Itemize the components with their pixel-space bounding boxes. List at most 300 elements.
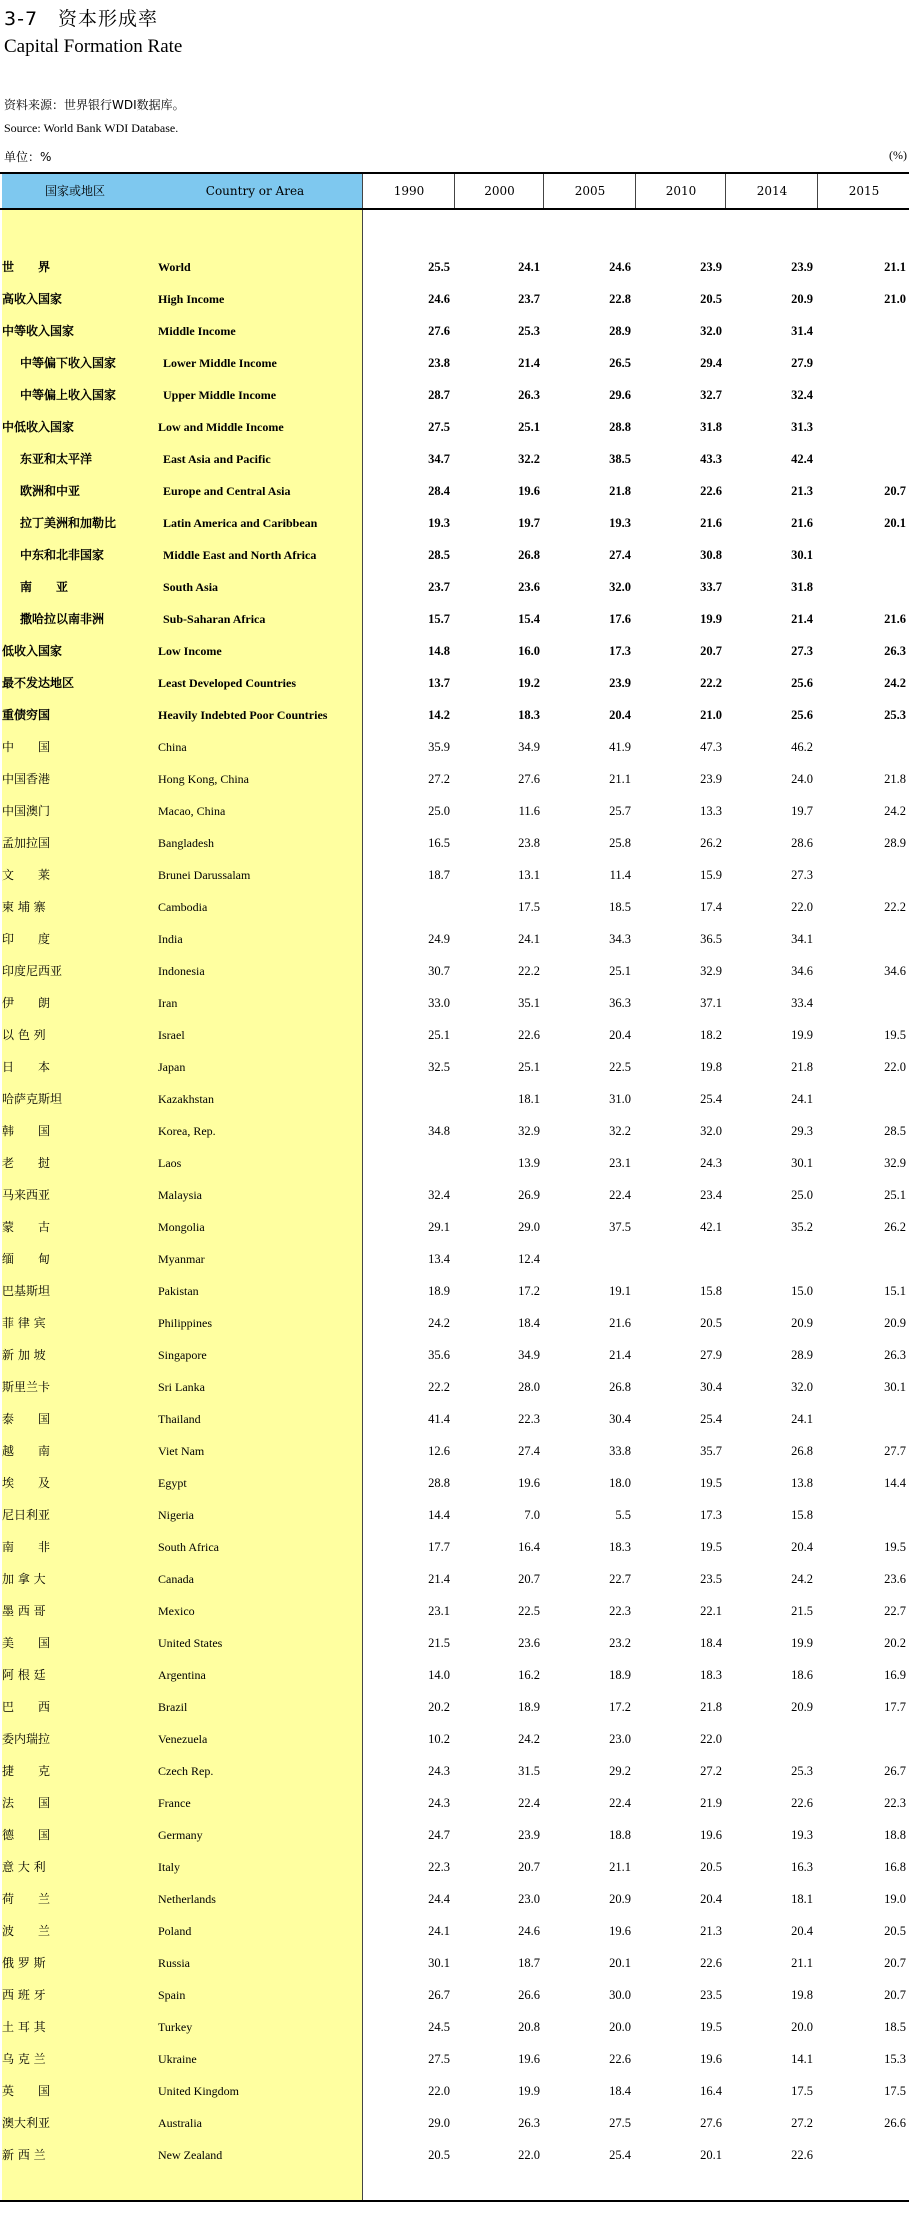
rate-value: 30.1: [791, 548, 813, 562]
country-name-en: Mongolia: [158, 1220, 205, 1234]
rate-value: 18.3: [700, 1668, 722, 1682]
rate-value: 32.9: [884, 1156, 906, 1170]
rate-value: 26.6: [518, 1988, 540, 2002]
country-name-cn: 西 班 牙: [2, 1988, 46, 2002]
rate-value: 30.1: [884, 1380, 906, 1394]
table-row: [0, 1915, 909, 1947]
rate-value: 32.4: [428, 1188, 450, 1202]
rate-value: 15.3: [884, 2052, 906, 2066]
country-name-en: South Asia: [163, 580, 219, 594]
rate-value: 43.3: [700, 452, 722, 466]
rate-value: 14.4: [428, 1508, 450, 1522]
rate-value: 10.2: [428, 1732, 450, 1746]
table-row: [0, 1979, 909, 2011]
rate-value: 23.4: [700, 1188, 722, 1202]
rate-value: 19.2: [518, 676, 540, 690]
country-name-en: East Asia and Pacific: [163, 452, 271, 466]
rate-value: 23.1: [428, 1604, 450, 1618]
rate-value: 22.6: [791, 1796, 813, 1810]
rate-value: 22.8: [609, 292, 631, 306]
country-name-cn: 最不发达地区: [2, 676, 75, 690]
rate-value: 17.7: [884, 1700, 906, 1714]
rate-value: 22.1: [700, 1604, 722, 1618]
rate-value: 28.5: [884, 1124, 906, 1138]
rate-value: 32.9: [518, 1124, 540, 1138]
rate-value: 24.6: [518, 1924, 540, 1938]
rate-value: 16.4: [700, 2084, 722, 2098]
rate-value: 22.6: [700, 484, 722, 498]
rate-value: 24.6: [609, 260, 631, 274]
rate-value: 28.8: [428, 1476, 450, 1490]
rate-value: 28.9: [791, 1348, 813, 1362]
rate-value: 35.1: [518, 996, 540, 1010]
rate-value: 27.6: [428, 324, 450, 338]
rate-value: 20.8: [518, 2020, 540, 2034]
rate-value: 38.5: [609, 452, 631, 466]
country-name-en: United Kingdom: [158, 2084, 239, 2098]
rate-value: 24.3: [428, 1764, 450, 1778]
country-name-cn: 土 耳 其: [2, 2020, 46, 2034]
table-row: [0, 379, 909, 411]
rate-value: 18.0: [609, 1476, 631, 1490]
country-name-cn: 中等偏上收入国家: [20, 388, 117, 402]
country-name-cn: 韩 国: [2, 1124, 51, 1138]
rate-value: 19.6: [700, 2052, 722, 2066]
rate-value: 22.3: [609, 1604, 631, 1618]
table-bottom-border: [0, 2200, 909, 2202]
rate-value: 32.5: [428, 1060, 450, 1074]
rate-value: 22.0: [791, 900, 813, 914]
rate-value: 21.8: [884, 772, 906, 786]
country-name-cn: 重债穷国: [2, 708, 51, 722]
rate-value: 25.3: [884, 708, 906, 722]
rate-value: 26.3: [518, 388, 540, 402]
rate-value: 22.6: [518, 1028, 540, 1042]
header-year: 2000: [454, 174, 544, 208]
rate-value: 27.7: [884, 1444, 906, 1458]
rate-value: 31.4: [791, 324, 813, 338]
rate-value: 24.1: [791, 1412, 813, 1426]
country-name-en: High Income: [158, 292, 225, 306]
rate-value: 26.3: [884, 644, 906, 658]
table-row: [0, 1051, 909, 1083]
rate-value: 18.5: [609, 900, 631, 914]
rate-value: 22.0: [884, 1060, 906, 1074]
country-name-cn: 中 国: [2, 740, 51, 754]
rate-value: 25.7: [609, 804, 631, 818]
rate-value: 34.9: [518, 740, 540, 754]
rate-value: 21.6: [609, 1316, 631, 1330]
country-name-cn: 低收入国家: [2, 644, 63, 658]
country-name-cn: 德 国: [2, 1828, 51, 1842]
table-row: [0, 603, 909, 635]
rate-value: 25.0: [791, 1188, 813, 1202]
rate-value: 23.6: [884, 1572, 906, 1586]
table-row: [0, 1755, 909, 1787]
rate-value: 24.0: [791, 772, 813, 786]
rate-value: 13.4: [428, 1252, 450, 1266]
country-name-cn: 中东和北非国家: [20, 548, 105, 562]
rate-value: 33.7: [700, 580, 722, 594]
rate-value: 32.0: [700, 1124, 722, 1138]
rate-value: 24.6: [428, 292, 450, 306]
rate-value: 19.0: [884, 1892, 906, 1906]
country-name-en: Iran: [158, 996, 178, 1010]
country-name-cn: 埃 及: [2, 1476, 51, 1490]
rate-value: 25.1: [428, 1028, 450, 1042]
rate-value: 29.3: [791, 1124, 813, 1138]
rate-value: 21.0: [700, 708, 722, 722]
rate-value: 26.7: [428, 1988, 450, 2002]
rate-value: 19.5: [700, 1540, 722, 1554]
rate-value: 23.7: [428, 580, 450, 594]
rate-value: 17.4: [700, 900, 722, 914]
country-name-cn: 蒙 古: [2, 1220, 51, 1234]
rate-value: 21.4: [428, 1572, 450, 1586]
country-name-en: France: [158, 1796, 191, 1810]
table-row: [0, 699, 909, 731]
country-name-en: South Africa: [158, 1540, 219, 1554]
country-name-cn: 中等偏下收入国家: [20, 356, 117, 370]
table-row: [0, 1083, 909, 1115]
rate-value: 34.6: [791, 964, 813, 978]
rate-value: 28.9: [609, 324, 631, 338]
country-name-en: Germany: [158, 1828, 203, 1842]
header-year: 2010: [635, 174, 726, 208]
rate-value: 25.4: [609, 2148, 631, 2162]
country-name-en: Sri Lanka: [158, 1380, 205, 1394]
rate-value: 13.9: [518, 1156, 540, 1170]
country-name-en: Viet Nam: [158, 1444, 205, 1458]
rate-value: 31.8: [791, 580, 813, 594]
rate-value: 20.4: [609, 708, 631, 722]
source-note-en: Source: World Bank WDI Database.: [4, 121, 179, 135]
rate-value: 32.2: [609, 1124, 631, 1138]
rate-value: 20.2: [428, 1700, 450, 1714]
rate-value: 18.3: [518, 708, 540, 722]
country-name-cn: 俄 罗 斯: [2, 1956, 46, 1970]
rate-value: 19.5: [700, 1476, 722, 1490]
rate-value: 20.9: [791, 292, 813, 306]
table-row: [0, 1627, 909, 1659]
rate-value: 23.9: [700, 260, 722, 274]
country-name-cn: 美 国: [2, 1636, 51, 1650]
rate-value: 26.7: [884, 1764, 906, 1778]
rate-value: 42.1: [700, 1220, 722, 1234]
rate-value: 24.9: [428, 932, 450, 946]
rate-value: 19.1: [609, 1284, 631, 1298]
table-row: [0, 987, 909, 1019]
rate-value: 47.3: [700, 740, 722, 754]
rate-value: 14.2: [428, 708, 450, 722]
country-name-cn: 墨 西 哥: [2, 1604, 46, 1618]
rate-value: 25.1: [518, 420, 540, 434]
country-name-cn: 高收入国家: [2, 292, 63, 306]
table-row: [0, 347, 909, 379]
country-name-cn: 中国香港: [2, 772, 51, 786]
country-name-en: Egypt: [158, 1476, 187, 1490]
table-row: [0, 539, 909, 571]
rate-value: 30.4: [700, 1380, 722, 1394]
rate-value: 27.5: [428, 2052, 450, 2066]
rate-value: 27.3: [791, 868, 813, 882]
rate-value: 17.3: [609, 644, 631, 658]
rate-value: 29.1: [428, 1220, 450, 1234]
rate-value: 26.2: [884, 1220, 906, 1234]
rate-value: 14.4: [884, 1476, 906, 1490]
rate-value: 30.1: [791, 1156, 813, 1170]
rate-value: 20.0: [791, 2020, 813, 2034]
country-name-en: Pakistan: [158, 1284, 199, 1298]
rate-value: 20.7: [884, 484, 906, 498]
rate-value: 15.8: [791, 1508, 813, 1522]
rate-value: 23.8: [428, 356, 450, 370]
rate-value: 23.2: [609, 1636, 631, 1650]
country-name-en: Czech Rep.: [158, 1764, 214, 1778]
rate-value: 24.4: [428, 1892, 450, 1906]
header-year: 1990: [362, 174, 455, 208]
rate-value: 21.5: [428, 1636, 450, 1650]
rate-value: 29.2: [609, 1764, 631, 1778]
country-name-en: Argentina: [158, 1668, 206, 1682]
rate-value: 32.4: [791, 388, 813, 402]
country-name-cn: 印度尼西亚: [2, 964, 63, 978]
table-row: [0, 251, 909, 283]
rate-value: 20.5: [700, 1316, 722, 1330]
table-row: [0, 923, 909, 955]
rate-value: 18.3: [609, 1540, 631, 1554]
rate-value: 20.5: [884, 1924, 906, 1938]
country-name-en: Upper Middle Income: [163, 388, 277, 402]
rate-value: 24.2: [884, 676, 906, 690]
country-name-en: Canada: [158, 1572, 194, 1586]
rate-value: 20.9: [884, 1316, 906, 1330]
rate-value: 20.1: [609, 1956, 631, 1970]
rate-value: 26.2: [700, 836, 722, 850]
country-name-cn: 阿 根 廷: [2, 1668, 46, 1682]
page-title: 3-7 资本形成率: [4, 8, 159, 30]
rate-value: 20.9: [609, 1892, 631, 1906]
rate-value: 29.4: [700, 356, 722, 370]
rate-value: 15.9: [700, 868, 722, 882]
rate-value: 18.8: [609, 1828, 631, 1842]
rate-value: 30.0: [609, 1988, 631, 2002]
table-row: [0, 1019, 909, 1051]
rate-value: 20.5: [428, 2148, 450, 2162]
header-country-en: Country or Area: [148, 174, 363, 208]
rate-value: 23.6: [518, 580, 540, 594]
country-name-cn: 中国澳门: [2, 804, 51, 818]
rate-value: 27.9: [700, 1348, 722, 1362]
rate-value: 23.6: [518, 1636, 540, 1650]
table-row: [0, 1275, 909, 1307]
country-name-cn: 斯里兰卡: [2, 1380, 51, 1394]
rate-value: 5.5: [615, 1508, 631, 1522]
rate-value: 28.7: [428, 388, 450, 402]
country-name-en: Europe and Central Asia: [163, 484, 291, 498]
table-row: [0, 763, 909, 795]
rate-value: 42.4: [791, 452, 813, 466]
country-name-en: Mexico: [158, 1604, 195, 1618]
rate-value: 19.6: [518, 484, 540, 498]
rate-value: 27.6: [700, 2116, 722, 2130]
rate-value: 24.1: [518, 260, 540, 274]
rate-value: 27.2: [700, 1764, 722, 1778]
rate-value: 32.0: [609, 580, 631, 594]
rate-value: 23.9: [609, 676, 631, 690]
rate-value: 27.3: [791, 644, 813, 658]
rate-value: 17.2: [609, 1700, 631, 1714]
rate-value: 18.7: [518, 1956, 540, 1970]
rate-value: 26.3: [518, 2116, 540, 2130]
country-name-en: Thailand: [158, 1412, 201, 1426]
rate-value: 17.7: [428, 1540, 450, 1554]
rate-value: 19.9: [700, 612, 722, 626]
country-name-cn: 南 亚: [20, 580, 69, 594]
country-name-cn: 新 西 兰: [2, 2148, 46, 2162]
rate-value: 19.3: [791, 1828, 813, 1842]
rate-value: 26.8: [609, 1380, 631, 1394]
rate-value: 27.2: [428, 772, 450, 786]
country-name-cn: 巴基斯坦: [2, 1284, 51, 1298]
table-row: [0, 1179, 909, 1211]
country-name-en: Israel: [158, 1028, 185, 1042]
rate-value: 25.6: [791, 708, 813, 722]
rate-value: 22.7: [609, 1572, 631, 1586]
rate-value: 34.8: [428, 1124, 450, 1138]
rate-value: 21.9: [700, 1796, 722, 1810]
rate-value: 24.2: [791, 1572, 813, 1586]
rate-value: 28.9: [884, 836, 906, 850]
country-name-cn: 孟加拉国: [2, 836, 51, 850]
country-name-en: Middle East and North Africa: [163, 548, 317, 562]
rate-value: 20.7: [884, 1956, 906, 1970]
rate-value: 15.1: [884, 1284, 906, 1298]
table-row: [0, 1339, 909, 1371]
rate-value: 41.9: [609, 740, 631, 754]
rate-value: 22.3: [884, 1796, 906, 1810]
country-name-en: Nigeria: [158, 1508, 194, 1522]
rate-value: 18.5: [884, 2020, 906, 2034]
rate-value: 32.0: [791, 1380, 813, 1394]
country-name-cn: 中低收入国家: [2, 420, 75, 434]
rate-value: 16.0: [518, 644, 540, 658]
rate-value: 25.6: [791, 676, 813, 690]
rate-value: 29.6: [609, 388, 631, 402]
table-row: [0, 1723, 909, 1755]
table-row: [0, 1211, 909, 1243]
rate-value: 16.8: [884, 1860, 906, 1874]
country-name-en: Brunei Darussalam: [158, 868, 251, 882]
rate-value: 16.3: [791, 1860, 813, 1874]
country-name-en: Bangladesh: [158, 836, 214, 850]
country-name-en: Cambodia: [158, 900, 208, 914]
rate-value: 30.8: [700, 548, 722, 562]
rate-value: 46.2: [791, 740, 813, 754]
table-row: [0, 827, 909, 859]
rate-value: 18.6: [791, 1668, 813, 1682]
rate-value: 18.9: [428, 1284, 450, 1298]
country-name-cn: 意 大 利: [2, 1860, 46, 1874]
table-row: [0, 1659, 909, 1691]
rate-value: 21.1: [884, 260, 906, 274]
table-row: [0, 1563, 909, 1595]
rate-value: 13.8: [791, 1476, 813, 1490]
header-year: 2015: [817, 174, 909, 208]
rate-value: 33.4: [791, 996, 813, 1010]
country-name-en: Hong Kong, China: [158, 772, 249, 786]
country-name-en: Low and Middle Income: [158, 420, 284, 434]
country-name-en: Middle Income: [158, 324, 236, 338]
rate-value: 19.7: [791, 804, 813, 818]
table-row: [0, 1531, 909, 1563]
table-body: [0, 251, 909, 2171]
rate-value: 28.8: [609, 420, 631, 434]
rate-value: 21.6: [700, 516, 722, 530]
country-name-en: Sub-Saharan Africa: [163, 612, 266, 626]
country-name-cn: 世 界: [2, 260, 51, 274]
rate-value: 22.2: [700, 676, 722, 690]
rate-value: 34.3: [609, 932, 631, 946]
rate-value: 41.4: [428, 1412, 450, 1426]
country-name-en: Lower Middle Income: [163, 356, 277, 370]
rate-value: 19.9: [518, 2084, 540, 2098]
table-row: [0, 859, 909, 891]
table-row: [0, 1883, 909, 1915]
rate-value: 15.0: [791, 1284, 813, 1298]
rate-value: 36.3: [609, 996, 631, 1010]
country-name-cn: 泰 国: [2, 1412, 51, 1426]
rate-value: 14.0: [428, 1668, 450, 1682]
country-name-cn: 菲 律 宾: [2, 1316, 46, 1330]
rate-value: 19.6: [609, 1924, 631, 1938]
rate-value: 14.1: [791, 2052, 813, 2066]
rate-value: 13.1: [518, 868, 540, 882]
rate-value: 24.7: [428, 1828, 450, 1842]
country-name-en: Least Developed Countries: [158, 676, 296, 690]
rate-value: 19.7: [518, 516, 540, 530]
unit-label-cn: 单位：%: [4, 150, 52, 164]
rate-value: 31.5: [518, 1764, 540, 1778]
table-row: [0, 1147, 909, 1179]
rate-value: 22.0: [428, 2084, 450, 2098]
country-name-en: Latin America and Caribbean: [163, 516, 318, 530]
table-row: [0, 2139, 909, 2171]
rate-value: 28.6: [791, 836, 813, 850]
rate-value: 33.0: [428, 996, 450, 1010]
table-row: [0, 443, 909, 475]
table-row: [0, 795, 909, 827]
country-name-en: India: [158, 932, 183, 946]
rate-value: 26.8: [518, 548, 540, 562]
rate-value: 26.5: [609, 356, 631, 370]
country-name-cn: 老 挝: [2, 1156, 51, 1170]
rate-value: 24.2: [884, 804, 906, 818]
country-name-cn: 柬 埔 寨: [2, 900, 46, 914]
rate-value: 27.5: [609, 2116, 631, 2130]
country-name-cn: 委内瑞拉: [2, 1732, 51, 1746]
rate-value: 20.4: [609, 1028, 631, 1042]
source-note-cn: 资料来源：世界银行WDI数据库。: [4, 98, 185, 112]
rate-value: 24.2: [518, 1732, 540, 1746]
rate-value: 28.4: [428, 484, 450, 498]
rate-value: 27.6: [518, 772, 540, 786]
rate-value: 20.0: [609, 2020, 631, 2034]
table-header: [0, 172, 909, 210]
country-name-en: Singapore: [158, 1348, 207, 1362]
country-name-en: Low Income: [158, 644, 222, 658]
country-name-en: Laos: [158, 1156, 182, 1170]
